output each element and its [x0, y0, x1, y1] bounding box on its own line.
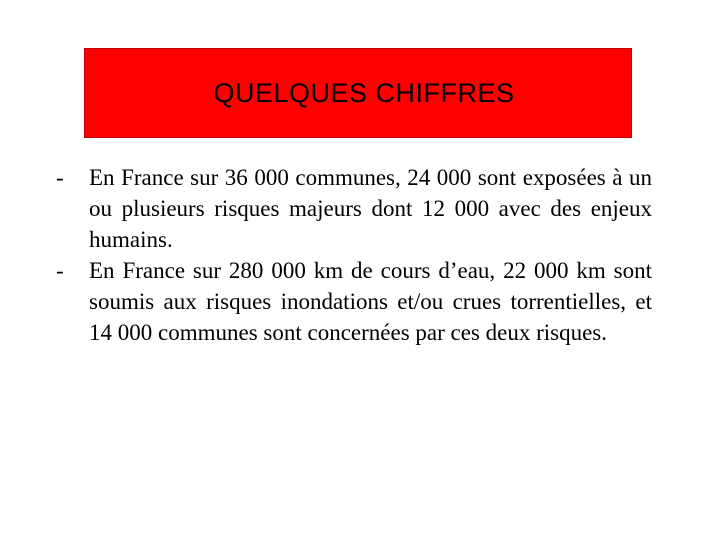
bullet-text-communes: En France sur 36 000 communes, 24 000 sont exposées à un ou plusieurs risques majeurs dont 12 000 avec des enjeux humains.	[89, 165, 652, 252]
bullet-text-cours-eau: En France sur 280 000 km de cours d’eau, 22 000 km sont soumis aux risques inondations et/ou crues torrentielles, et 14 000 communes sont concernées par ces deux risques.	[89, 258, 652, 345]
title-banner	[84, 48, 632, 138]
slide-title: QUELQUES CHIFFRES	[213, 77, 515, 108]
bullet-list	[56, 162, 652, 348]
bullet-item-communes	[56, 162, 652, 255]
bullet-item-cours-eau	[56, 255, 652, 348]
bullet-dash: -	[56, 165, 64, 190]
bullet-dash: -	[56, 258, 64, 283]
